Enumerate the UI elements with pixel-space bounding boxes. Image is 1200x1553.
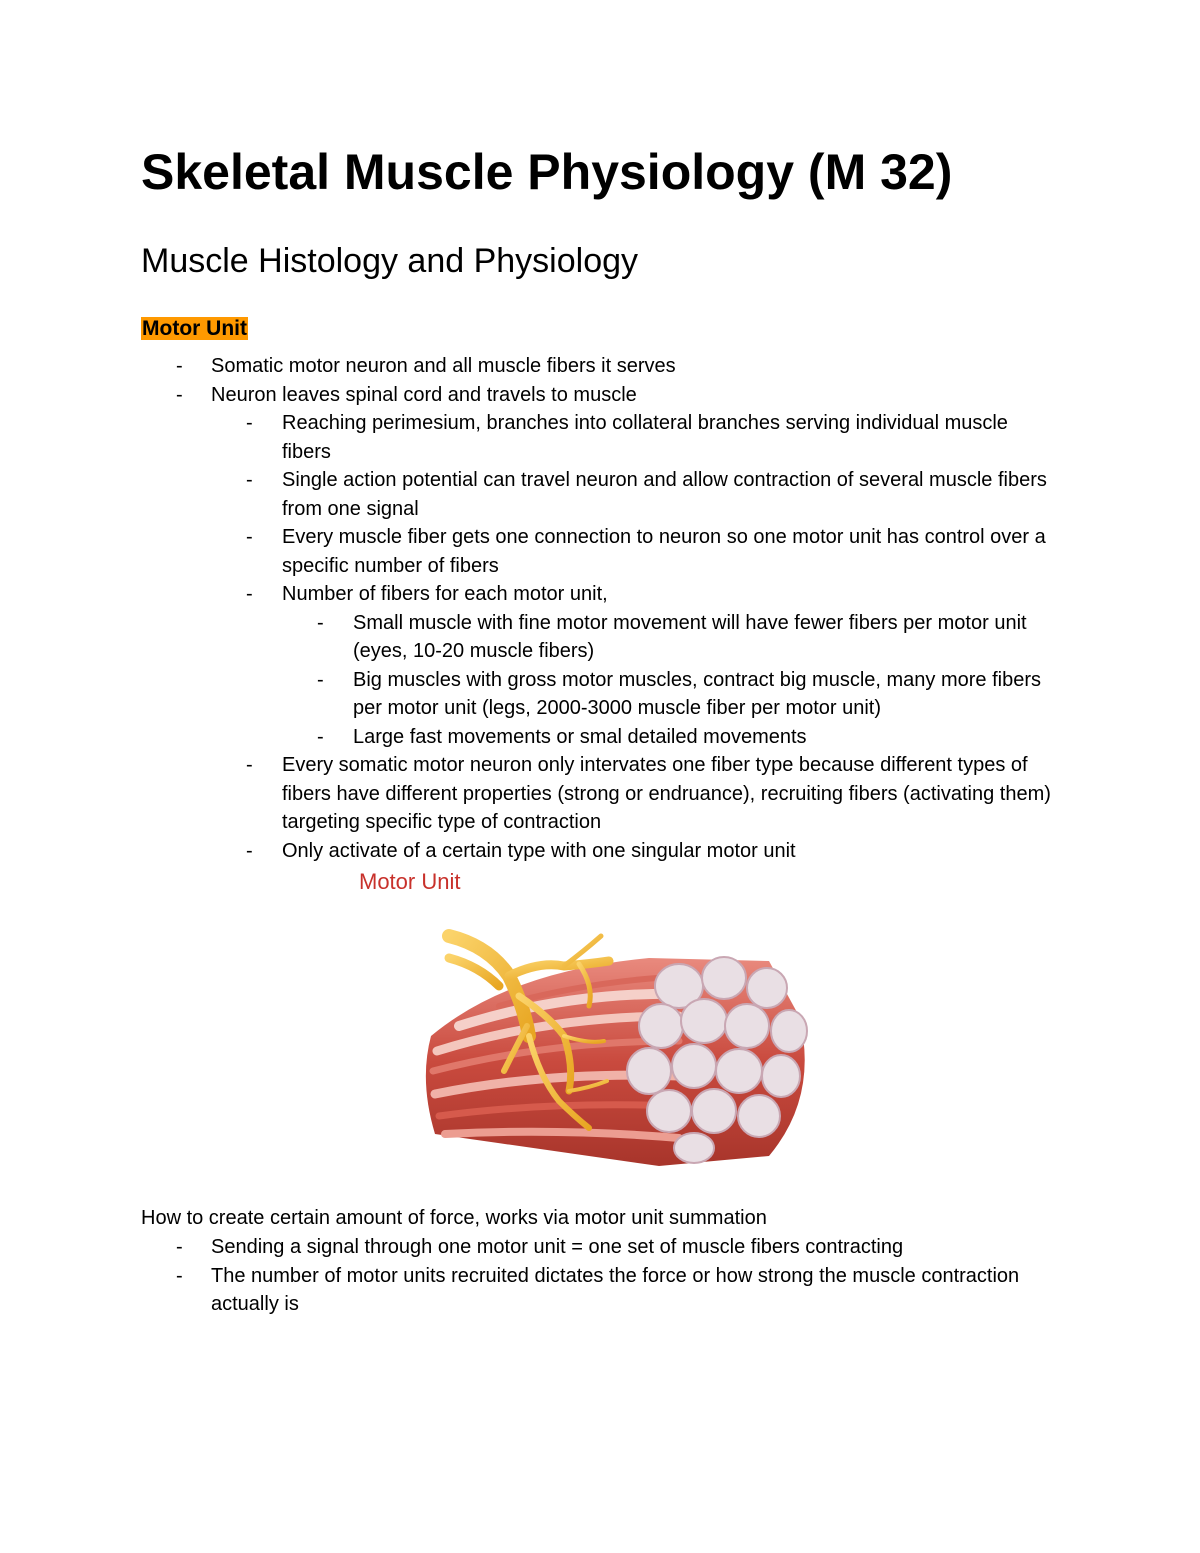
highlighted-heading-text: Motor Unit [142, 317, 247, 340]
list-item-text: Reaching perimesium, branches into collateral branches serving individual muscle fibers [282, 412, 1008, 463]
force-intro: How to create certain amount of force, works via motor unit summation [141, 1207, 767, 1229]
bullet-dash: - [246, 526, 253, 548]
page-title: Skeletal Muscle Physiology (M 32) [141, 144, 953, 200]
bullet-dash: - [176, 383, 183, 406]
list-item-text: Neuron leaves spinal cord and travels to muscle [211, 383, 637, 406]
bullet-dash: - [176, 1236, 183, 1258]
list-item [141, 580, 1061, 609]
motor-unit-heading [141, 315, 248, 343]
section-subtitle: Muscle Histology and Physiology [141, 242, 639, 280]
bullet-dash: - [176, 355, 183, 377]
list-item-text: Every somatic motor neuron only intervates one fiber type because different types of fibers have different properties (strong or endruance), recruiting fibers (activating them) targeting specific type of contraction [282, 754, 1051, 833]
force-list [141, 1233, 1061, 1319]
bullet-dash: - [317, 668, 324, 691]
motor-unit-figure [349, 866, 854, 1166]
bullet-dash: - [317, 725, 324, 748]
bullet-dash: - [246, 412, 253, 434]
list-item-text: Small muscle with fine motor movement will have fewer fibers per motor unit (eyes, 10-20 muscle fibers) [353, 611, 1027, 662]
motor-unit-illustration-icon [349, 866, 854, 1166]
list-item [141, 751, 1061, 837]
list-item-text: Somatic motor neuron and all muscle fibers it serves [211, 355, 676, 377]
list-item [141, 723, 1061, 752]
list-item [141, 1233, 1061, 1262]
list-item [141, 409, 1061, 466]
list-item [141, 1262, 1061, 1319]
bullet-dash: - [176, 1264, 183, 1287]
list-item-text: Only activate of a certain type with one singular motor unit [282, 839, 796, 862]
list-item [141, 466, 1061, 523]
list-item-text: Large fast movements or smal detailed movements [353, 725, 807, 748]
bullet-dash: - [246, 583, 253, 605]
bullet-dash: - [246, 839, 253, 862]
list-item [141, 666, 1061, 723]
list-item [141, 352, 1061, 381]
figure-title: Motor Unit [359, 869, 461, 894]
bullet-dash: - [246, 754, 253, 776]
list-item [141, 523, 1061, 580]
bullet-dash: - [246, 469, 253, 491]
list-item-text: Sending a signal through one motor unit = one set of muscle fibers contracting [211, 1236, 904, 1258]
list-item-text: The number of motor units recruited dictates the force or how strong the muscle contraction actually is [211, 1264, 1020, 1315]
bullet-dash: - [317, 611, 324, 634]
list-item-text: Single action potential can travel neuron and allow contraction of several muscle fibers from one signal [282, 469, 1047, 520]
list-item [141, 609, 1061, 666]
list-item-text: Every muscle fiber gets one connection to neuron so one motor unit has control over a specific number of fibers [282, 526, 1046, 577]
list-item-text: Big muscles with gross motor muscles, contract big muscle, many more fibers per motor unit (legs, 2000-3000 muscle fiber per motor unit) [353, 668, 1041, 719]
list-item [141, 381, 1061, 410]
motor-unit-list [141, 352, 1061, 865]
list-item-text: Number of fibers for each motor unit, [282, 583, 608, 605]
list-item [141, 837, 1061, 866]
